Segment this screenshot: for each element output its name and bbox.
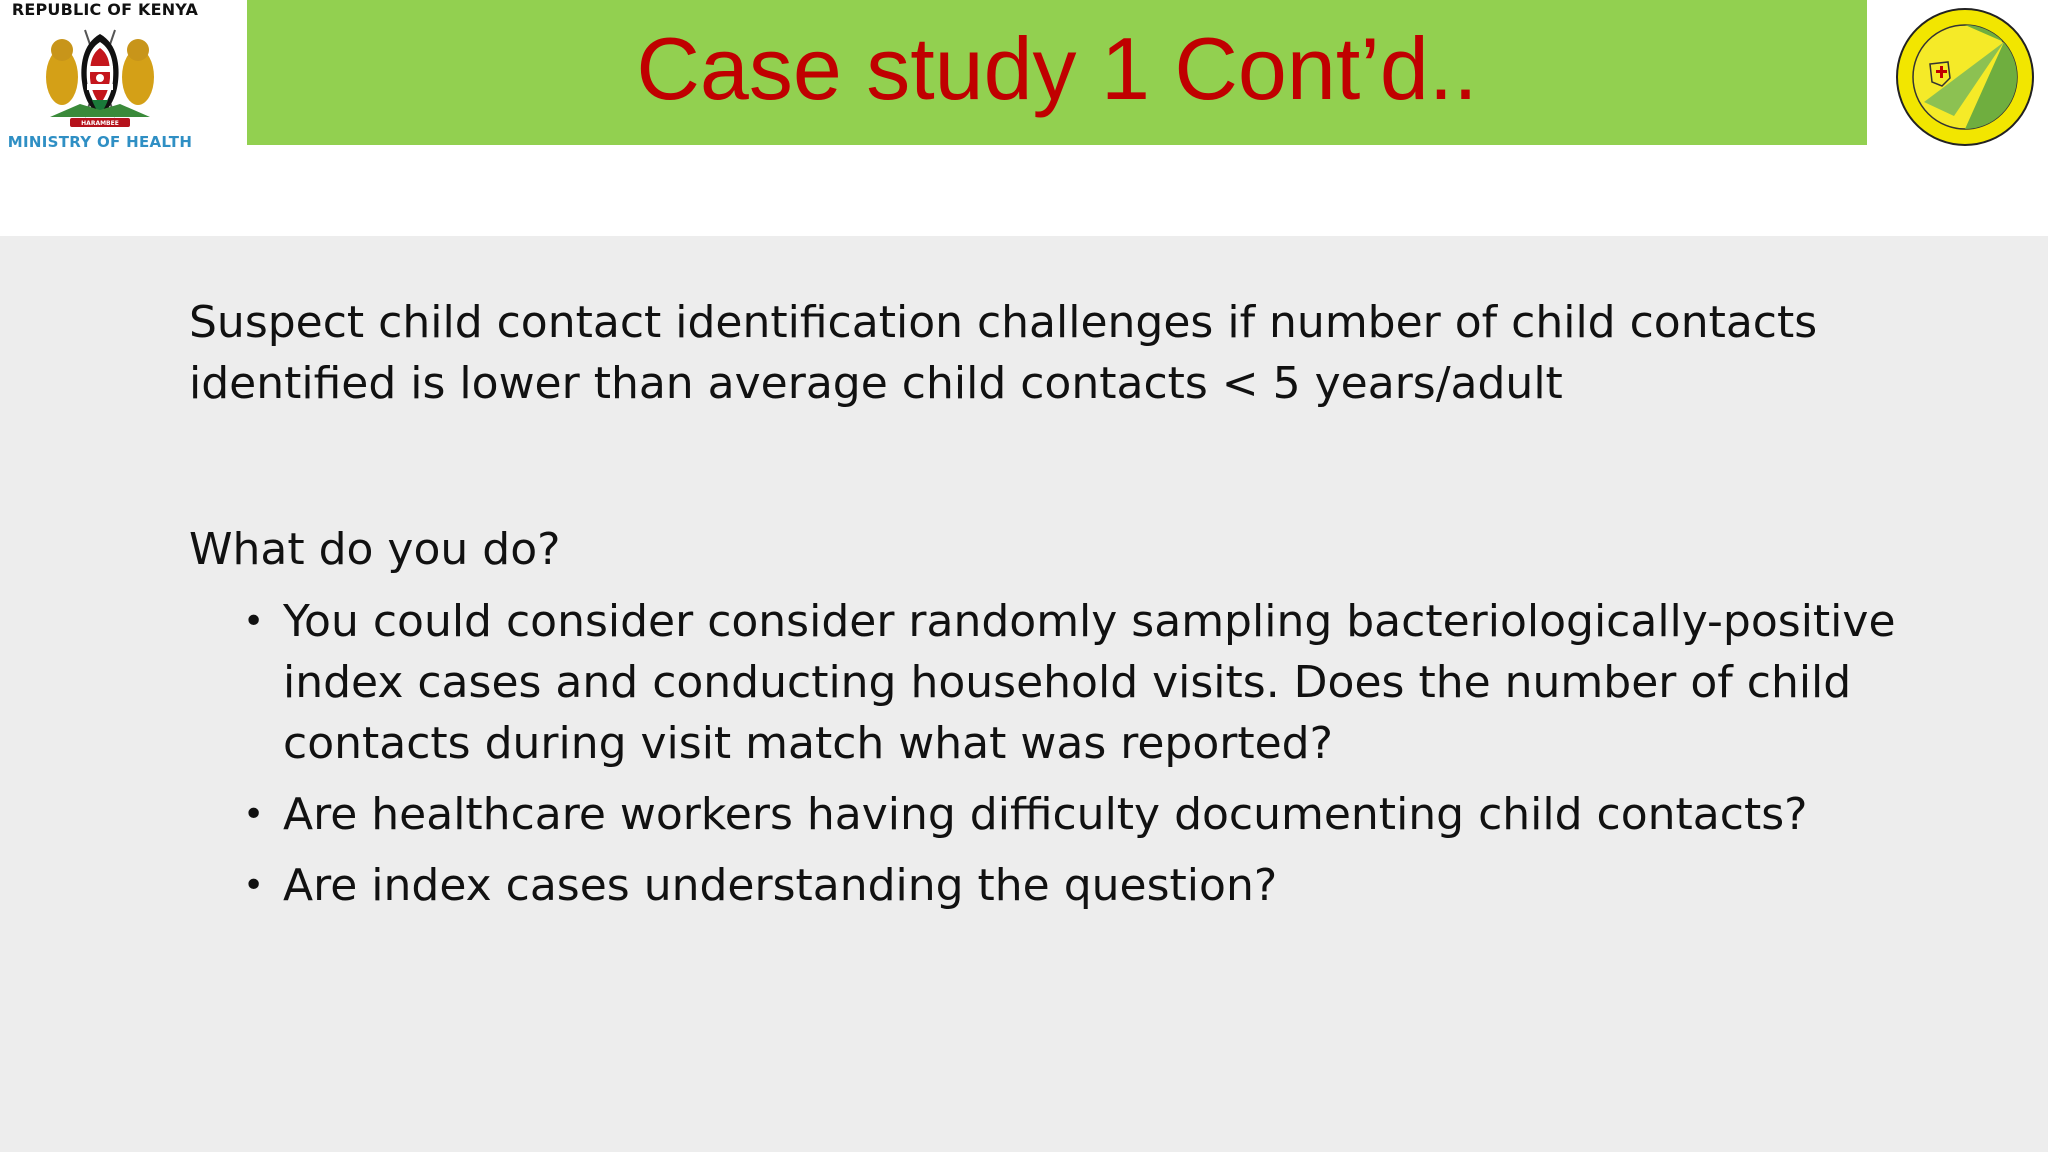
- bullet-dot-icon: •: [243, 601, 265, 642]
- republic-of-kenya-label: REPUBLIC OF KENYA: [11, 0, 199, 19]
- bullet-item: [240, 784, 1960, 845]
- bullet-dot-icon: •: [243, 794, 265, 835]
- bullet-text: Are healthcare workers having difficulty documenting child contacts?: [283, 789, 1808, 840]
- slide-title: Case study 1 Cont’d..: [636, 18, 1478, 118]
- svg-text:HARAMBEE: HARAMBEE: [81, 120, 119, 127]
- bullet-item: [240, 855, 1960, 916]
- ministry-of-health-label: MINISTRY OF HEALTH: [7, 133, 193, 151]
- ministry-of-health-logo: [0, 0, 215, 165]
- bullet-dot-icon: •: [243, 865, 265, 906]
- body-paragraph: Suspect child contact identification challenges if number of child contacts identified is lower than average child contacts < 5 years/adult: [189, 297, 1818, 409]
- title-bar: [247, 0, 1867, 145]
- kenya-coat-of-arms-icon: [40, 22, 160, 132]
- ntlp-seal-icon: [1894, 6, 2036, 148]
- bullet-text: You could consider consider randomly sampling bacteriologically-positive index cases and conducting household visits. Does the number of child contacts during visit match what was reported?: [283, 596, 1896, 769]
- slide-header: [0, 0, 2048, 236]
- bullet-text: Are index cases understanding the question?: [283, 860, 1278, 911]
- slide-body: [0, 236, 2048, 1152]
- question-heading: What do you do?: [189, 524, 561, 575]
- bullet-item: [240, 591, 1960, 774]
- bullet-list: [240, 591, 1960, 926]
